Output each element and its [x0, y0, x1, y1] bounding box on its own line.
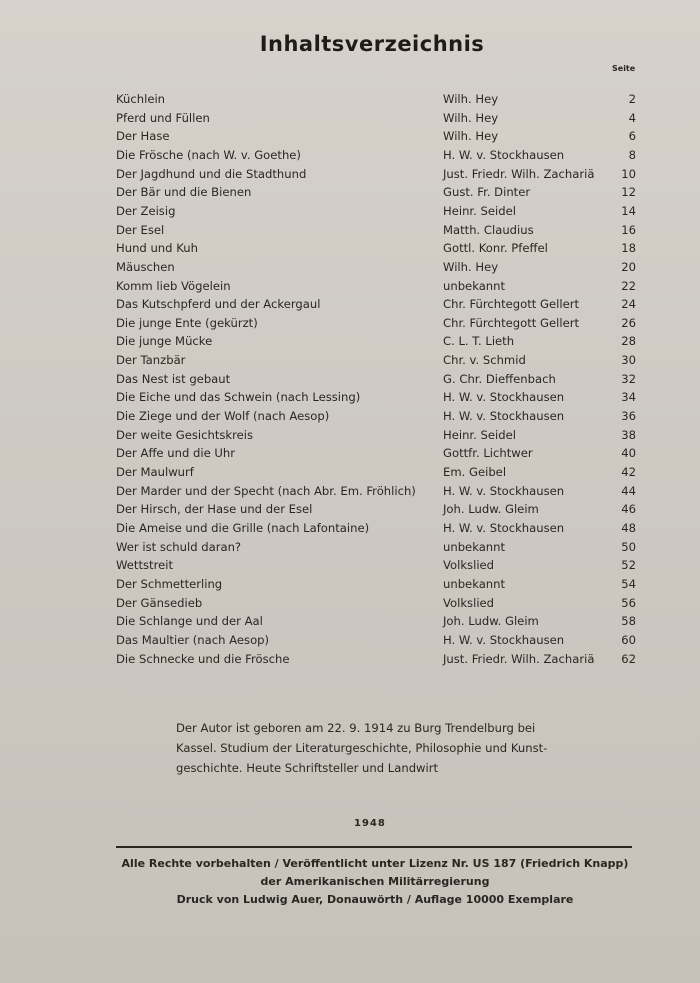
toc-entry-title: Der Zeisig — [116, 203, 176, 218]
toc-entry-page: 4 — [628, 110, 636, 125]
toc-entry-author: Joh. Ludw. Gleim — [443, 502, 539, 517]
toc-entry-author: Wilh. Hey — [443, 110, 499, 125]
toc-entry — [0, 370, 700, 388]
toc-entry-author: C. L. T. Lieth — [443, 334, 515, 349]
toc-entry-title: Pferd und Füllen — [116, 110, 210, 125]
toc-entry — [0, 127, 700, 145]
toc-entry — [0, 426, 700, 444]
toc-entry — [0, 407, 700, 425]
toc-entry-page: 10 — [621, 166, 636, 181]
toc-entry-author: H. W. v. Stockhausen — [443, 390, 565, 405]
toc-entry-page: 14 — [621, 203, 636, 218]
page-column-header: Seite — [612, 64, 636, 73]
toc-entry-author: Joh. Ludw. Gleim — [443, 614, 539, 629]
toc-entry-title: Die Schlange und der Aal — [116, 614, 263, 629]
toc-entry — [0, 165, 700, 183]
toc-entry-page: 16 — [621, 222, 636, 237]
toc-entry-author: Heinr. Seidel — [443, 203, 516, 218]
imprint — [110, 855, 640, 909]
imprint-line: Alle Rechte vorbehalten / Veröffentlicht unter Lizenz Nr. US 187 (Friedrich Knapp) — [121, 857, 629, 870]
toc-entry-page: 44 — [621, 483, 636, 498]
toc-entry-author: Wilh. Hey — [443, 129, 499, 144]
toc-entry-title: Der Maulwurf — [116, 465, 194, 479]
toc-entry — [0, 109, 700, 127]
toc-entry-author: Just. Friedr. Wilh. Zachariä — [443, 651, 595, 666]
toc-entry-title: Das Kutschpferd und der Ackergaul — [116, 297, 321, 312]
toc-entry-title: Der Affe und die Uhr — [116, 446, 235, 461]
bio-line: Der Autor ist geboren am 22. 9. 1914 zu Burg Trendelburg bei — [176, 721, 536, 735]
page-title: Inhaltsverzeichnis — [259, 32, 485, 56]
toc-entry — [0, 277, 700, 295]
toc-entry — [0, 594, 700, 612]
toc-entry-page: 50 — [621, 539, 636, 554]
toc-entry — [0, 183, 700, 201]
toc-entry-page: 62 — [621, 651, 636, 666]
toc-entry-title: Hund und Kuh — [116, 241, 198, 256]
toc-entry — [0, 444, 700, 462]
toc-entry — [0, 221, 700, 239]
toc-entry-title: Die Ziege und der Wolf (nach Aesop) — [116, 409, 330, 424]
toc-entry — [0, 146, 700, 164]
toc-entry-page: 30 — [621, 353, 636, 368]
toc-entry-author: Heinr. Seidel — [443, 427, 516, 442]
toc-entry — [0, 332, 700, 350]
toc-entry-title: Die Ameise und die Grille (nach Lafontaine) — [116, 520, 370, 535]
toc-entry-title: Wettstreit — [116, 558, 174, 573]
toc-entry — [0, 482, 700, 500]
toc-entry-author: Wilh. Hey — [443, 92, 499, 106]
toc-entry-title: Küchlein — [116, 92, 166, 106]
toc-entry-page: 40 — [621, 446, 636, 461]
toc-entry-author: Chr. Fürchtegott Gellert — [443, 315, 580, 330]
toc-entry — [0, 556, 700, 574]
divider-rule — [116, 846, 632, 848]
toc-entry-author: Just. Friedr. Wilh. Zachariä — [443, 166, 595, 181]
toc-entry-page: 42 — [621, 465, 636, 479]
toc-entry-page: 20 — [621, 259, 636, 274]
toc-entry — [0, 538, 700, 556]
toc-entry-page: 6 — [628, 129, 636, 144]
toc-entry — [0, 575, 700, 593]
toc-entry-page: 52 — [621, 558, 636, 573]
toc-entry — [0, 314, 700, 332]
publication-year: 1948 — [354, 818, 386, 829]
toc-entry-author: Em. Geibel — [443, 465, 507, 479]
toc-entry-title: Wer ist schuld daran? — [116, 539, 242, 554]
toc-entry-title: Mäuschen — [116, 259, 175, 274]
toc-entry-title: Das Maultier (nach Aesop) — [116, 632, 270, 647]
bio-line: Kassel. Studium der Literaturgeschichte, Philosophie und Kunst- — [176, 741, 548, 755]
toc-entry-title: Der Esel — [116, 222, 165, 237]
toc-entry-page: 46 — [621, 502, 636, 517]
toc-entry — [0, 258, 700, 276]
toc-entry-page: 24 — [621, 297, 636, 312]
toc-entry-page: 56 — [621, 595, 636, 610]
toc-entry-title: Der Bär und die Bienen — [116, 185, 252, 200]
toc-entry-page: 38 — [621, 427, 636, 442]
toc-entry-title: Der Hirsch, der Hase und der Esel — [116, 502, 313, 517]
toc-entry-title: Der weite Gesichtskreis — [116, 427, 254, 442]
toc-entry-page: 26 — [621, 315, 636, 330]
toc-entry-page: 28 — [621, 334, 636, 349]
toc-entry-title: Die Frösche (nach W. v. Goethe) — [116, 147, 301, 162]
toc-entry-page: 54 — [621, 576, 636, 591]
toc-entry-page: 58 — [621, 614, 636, 629]
toc-entry — [0, 351, 700, 369]
toc-entry-author: Gottl. Konr. Pfeffel — [443, 241, 548, 256]
toc-entry-title: Die junge Ente (gekürzt) — [116, 315, 258, 330]
toc-entry — [0, 612, 700, 630]
toc-entry — [0, 650, 700, 668]
toc-entry-page: 18 — [621, 241, 636, 256]
toc-entry-page: 8 — [628, 147, 636, 162]
toc-entry-author: H. W. v. Stockhausen — [443, 409, 565, 424]
toc-entry-author: Chr. Fürchtegott Gellert — [443, 297, 580, 312]
toc-entry-page: 22 — [621, 278, 636, 293]
toc-entry — [0, 202, 700, 220]
toc-entry — [0, 463, 700, 481]
toc-entry-page: 12 — [621, 185, 636, 200]
toc-entry-page: 2 — [628, 92, 636, 106]
toc-entry-title: Die Eiche und das Schwein (nach Lessing) — [116, 390, 361, 405]
toc-entry-author: H. W. v. Stockhausen — [443, 483, 565, 498]
toc-entry-title: Der Marder und der Specht (nach Abr. Em. Fröhlich) — [116, 483, 416, 498]
bio-line: geschichte. Heute Schriftsteller und Landwirt — [176, 761, 439, 775]
toc-entry — [0, 631, 700, 649]
toc-entry — [0, 388, 700, 406]
author-biography — [176, 718, 596, 778]
toc-entry-title: Der Tanzbär — [116, 353, 186, 368]
imprint-line: der Amerikanischen Militärregierung — [260, 875, 490, 888]
toc-entry-page: 36 — [621, 409, 636, 424]
toc-entry-title: Der Jagdhund und die Stadthund — [116, 166, 307, 181]
toc-entry-title: Das Nest ist gebaut — [116, 371, 231, 386]
toc-entry — [0, 90, 700, 108]
toc-entry-author: Wilh. Hey — [443, 259, 499, 274]
toc-entry-author: Matth. Claudius — [443, 222, 534, 237]
toc-entry-title: Der Hase — [116, 129, 170, 144]
toc-entry-author: H. W. v. Stockhausen — [443, 520, 565, 535]
toc-entry-title: Der Gänsedieb — [116, 595, 203, 610]
toc-entry-author: Gottfr. Lichtwer — [443, 446, 533, 461]
toc-entry-page: 32 — [621, 371, 636, 386]
toc-entry — [0, 295, 700, 313]
toc-entry-author: Volkslied — [443, 595, 495, 610]
toc-entry-author: unbekannt — [443, 278, 506, 293]
toc-entry-title: Die Schnecke und die Frösche — [116, 651, 290, 666]
toc-entry-author: unbekannt — [443, 576, 506, 591]
toc-entry-author: Volkslied — [443, 558, 495, 573]
toc-entry-page: 48 — [621, 520, 636, 535]
toc-entry — [0, 500, 700, 518]
imprint-line: Druck von Ludwig Auer, Donauwörth / Auflage 10000 Exemplare — [176, 893, 574, 906]
toc-entry — [0, 519, 700, 537]
toc-entry-author: H. W. v. Stockhausen — [443, 632, 565, 647]
toc-entry — [0, 239, 700, 257]
toc-entry-author: G. Chr. Dieffenbach — [443, 371, 556, 386]
toc-entry-author: unbekannt — [443, 539, 506, 554]
toc-entry-author: Gust. Fr. Dinter — [443, 185, 531, 200]
toc-entry-page: 34 — [621, 390, 636, 405]
toc-entry-page: 60 — [621, 632, 636, 647]
toc-entry-title: Komm lieb Vögelein — [116, 278, 231, 293]
toc-entry-title: Der Schmetterling — [116, 576, 223, 591]
toc-entry-title: Die junge Mücke — [116, 334, 213, 349]
toc-entry-author: Chr. v. Schmid — [443, 353, 526, 368]
toc-entry-author: H. W. v. Stockhausen — [443, 147, 565, 162]
